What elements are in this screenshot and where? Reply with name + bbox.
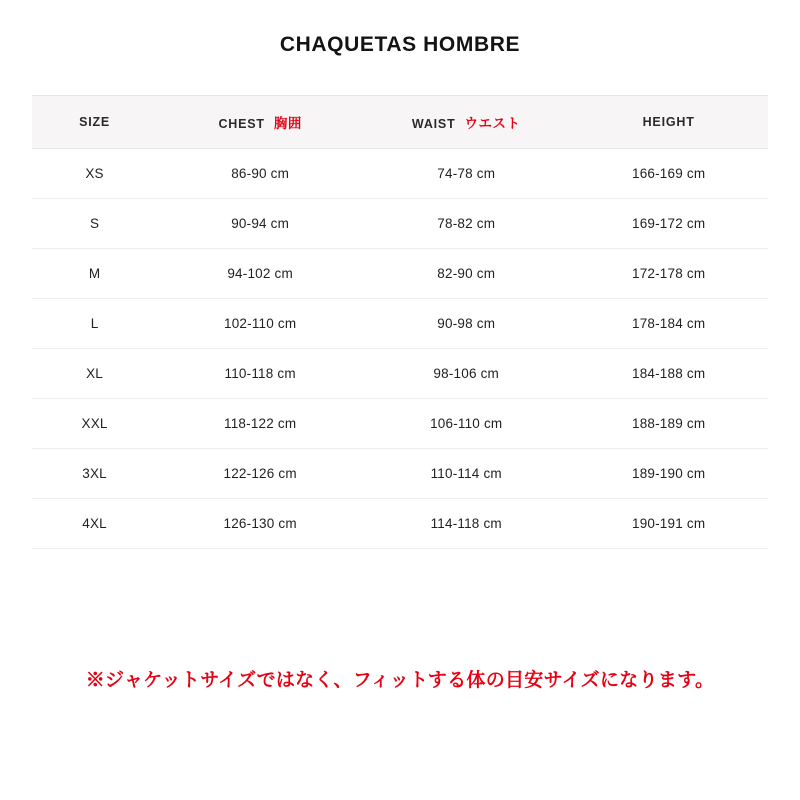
cell-chest: 122-126 cm — [157, 449, 363, 499]
cell-size: XS — [32, 149, 157, 199]
table-row — [32, 299, 768, 349]
column-header-height-label: HEIGHT — [642, 115, 695, 129]
cell-chest: 86-90 cm — [157, 149, 363, 199]
cell-size: M — [32, 249, 157, 299]
column-header-waist-label: WAIST — [411, 117, 456, 131]
page-title: CHAQUETAS HOMBRE — [279, 33, 521, 56]
cell-chest: 110-118 cm — [157, 349, 363, 399]
table-row — [32, 349, 768, 399]
table-row — [32, 449, 768, 499]
size-table — [32, 96, 768, 549]
cell-height: 166-169 cm — [569, 149, 768, 199]
cell-chest: 90-94 cm — [157, 199, 363, 249]
cell-height: 172-178 cm — [569, 249, 768, 299]
column-header-chest-label-jp: 胸囲 — [273, 116, 302, 131]
column-header-height — [569, 96, 768, 149]
table-header — [32, 96, 768, 149]
column-header-size — [32, 96, 157, 149]
cell-size: 3XL — [32, 449, 157, 499]
cell-waist: 114-118 cm — [363, 499, 569, 549]
table-row — [32, 249, 768, 299]
cell-waist: 82-90 cm — [363, 249, 569, 299]
cell-size: L — [32, 299, 157, 349]
cell-size: S — [32, 199, 157, 249]
size-note: ※ジャケットサイズではなく、フィットする体の目安サイズになります。 — [85, 670, 715, 691]
table-row — [32, 399, 768, 449]
column-header-size-label: SIZE — [79, 115, 111, 129]
column-header-waist — [363, 96, 569, 149]
table-row — [32, 199, 768, 249]
cell-chest: 94-102 cm — [157, 249, 363, 299]
column-header-chest-label: CHEST — [218, 117, 265, 131]
column-header-chest — [157, 96, 363, 149]
cell-size: XXL — [32, 399, 157, 449]
table-body — [32, 149, 768, 549]
cell-waist: 90-98 cm — [363, 299, 569, 349]
cell-height: 190-191 cm — [569, 499, 768, 549]
cell-chest: 126-130 cm — [157, 499, 363, 549]
cell-height: 169-172 cm — [569, 199, 768, 249]
table-header-row — [32, 96, 768, 149]
cell-height: 188-189 cm — [569, 399, 768, 449]
cell-height: 184-188 cm — [569, 349, 768, 399]
cell-size: 4XL — [32, 499, 157, 549]
table-row — [32, 149, 768, 199]
cell-chest: 118-122 cm — [157, 399, 363, 449]
cell-height: 189-190 cm — [569, 449, 768, 499]
table-row — [32, 499, 768, 549]
cell-waist: 98-106 cm — [363, 349, 569, 399]
cell-size: XL — [32, 349, 157, 399]
cell-waist: 110-114 cm — [363, 449, 569, 499]
cell-waist: 74-78 cm — [363, 149, 569, 199]
column-header-waist-label-jp: ウエスト — [464, 116, 521, 131]
size-table-container — [32, 95, 768, 549]
cell-chest: 102-110 cm — [157, 299, 363, 349]
cell-waist: 106-110 cm — [363, 399, 569, 449]
cell-height: 178-184 cm — [569, 299, 768, 349]
cell-waist: 78-82 cm — [363, 199, 569, 249]
